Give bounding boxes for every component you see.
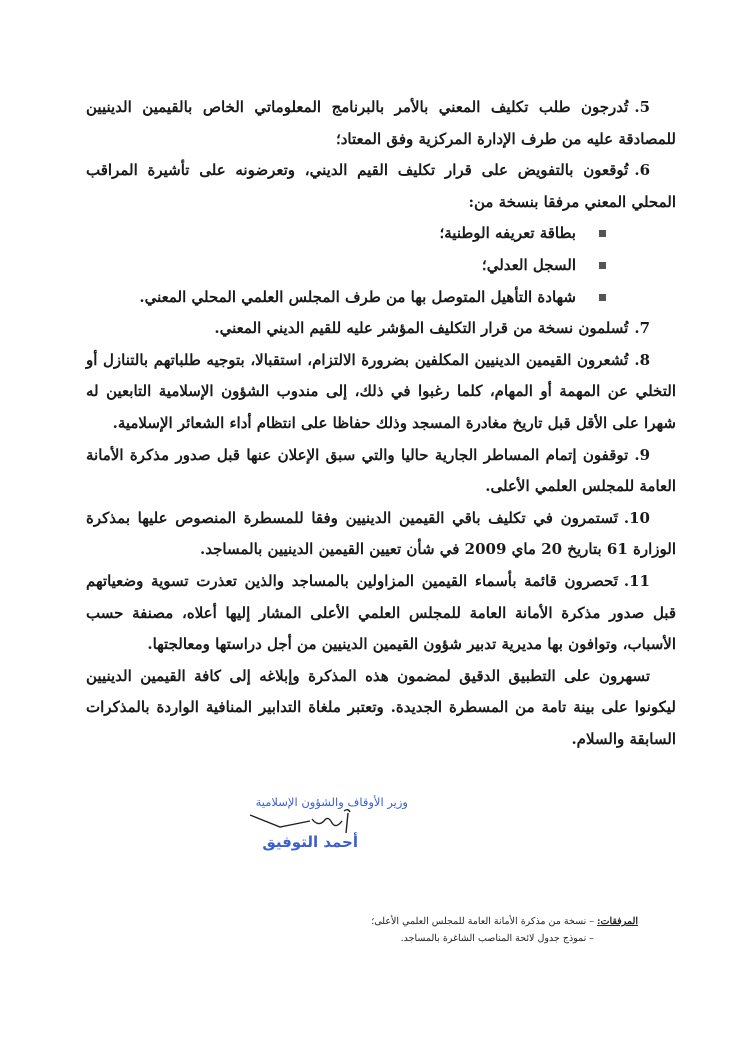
closing-paragraph: تسهرون على التطبيق الدقيق لمضمون هذه المذكرة وإبلاغه إلى كافة القيمين الدينيين ليكونوا على بينة تامة من المسطرة الجديدة. وتعتبر ملغاة التدابير المنافية الواردة بالمذكرات السابقة والسلام. bbox=[86, 666, 676, 748]
minister-title: وزير الأوقاف والشؤون الإسلامية bbox=[255, 795, 408, 809]
list-item: السجل العدلي؛ bbox=[86, 250, 606, 282]
item-10: 10.تَستمرون في تكليف باقي القيمين الدينيين وفقا للمسطرة المنصوص عليها بمذكرة الوزارة 61 بتاريخ 20 ماي 2009 في شأن تعيين القيمين الدينيين بالمساجد. bbox=[86, 508, 676, 559]
minister-name: أحمد التوفيق bbox=[262, 833, 358, 851]
list-item: بطاقة تعريفه الوطنية؛ bbox=[86, 218, 606, 250]
item-7: 7.تُسلمون نسخة من قرار التكليف المؤشر عليه للقيم الديني المعني. bbox=[214, 319, 650, 338]
item-6: 6.تُوقعون بالتفويض على قرار تكليف القيم الديني، وتعرضونه على تأشيرة المراقب المحلي المعني مرفقا بنسخة من: bbox=[86, 161, 676, 211]
item-11: 11.تَحصرون قائمة بأسماء القيمين المزاولين بالمساجد والذين تعذرت تسوية وضعياتهم قبل صدور مذكرة الأمانة العامة للمجلس العلمي الأعلى المشار إليها أعلاه، مصنفة حسب الأسباب، وتوافون بها مديرية تدبير شؤون القيمين الدينيين من أجل دراستها ومعالجتها. bbox=[86, 571, 676, 654]
attachments-label: المرفقات: bbox=[597, 916, 638, 927]
list-item: شهادة التأهيل المتوصل بها من طرف المجلس العلمي المحلي المعني. bbox=[86, 282, 606, 314]
signature-block bbox=[218, 795, 408, 875]
attachment-line: المرفقات: – نسخة من مذكرة الأمانة العامة للمجلس العلمي الأعلى؛ bbox=[371, 916, 638, 927]
attachment-requirements-list bbox=[86, 218, 676, 313]
square-bullet-icon bbox=[599, 262, 606, 269]
square-bullet-icon bbox=[599, 230, 606, 237]
document-body bbox=[86, 92, 676, 755]
square-bullet-icon bbox=[599, 294, 606, 301]
item-5: 5.تُدرجون طلب تكليف المعني بالأمر بالبرنامج المعلوماتي الخاص بالقيمين الدينيين للمصادقة عليه من طرف الإدارة المركزية وفق المعتاد؛ bbox=[86, 98, 676, 148]
attachments-block bbox=[371, 913, 638, 947]
item-8: 8.تُشعرون القيمين الدينيين المكلفين بضرورة الالتزام، استقبالا، بتوجيه طلباتهم بالتنازل أو التخلي عن المهمة أو المهام، كلما رغبوا في ذلك، إلى مندوب الشؤون الإسلامية التابعين له شهرا على الأقل قبل تاريخ مغادرة المسجد وذلك حفاظا على انتظام أداء الشعائر الإسلامية. bbox=[86, 350, 676, 432]
attachment-line: – نموذج جدول لائحة المناصب الشاغرة بالمساجد. bbox=[400, 933, 594, 944]
item-9: 9.توقفون إتمام المساطر الجارية حاليا والتي سبق الإعلان عنها قبل صدور مذكرة الأمانة العامة للمجلس العلمي الأعلى. bbox=[86, 445, 676, 496]
